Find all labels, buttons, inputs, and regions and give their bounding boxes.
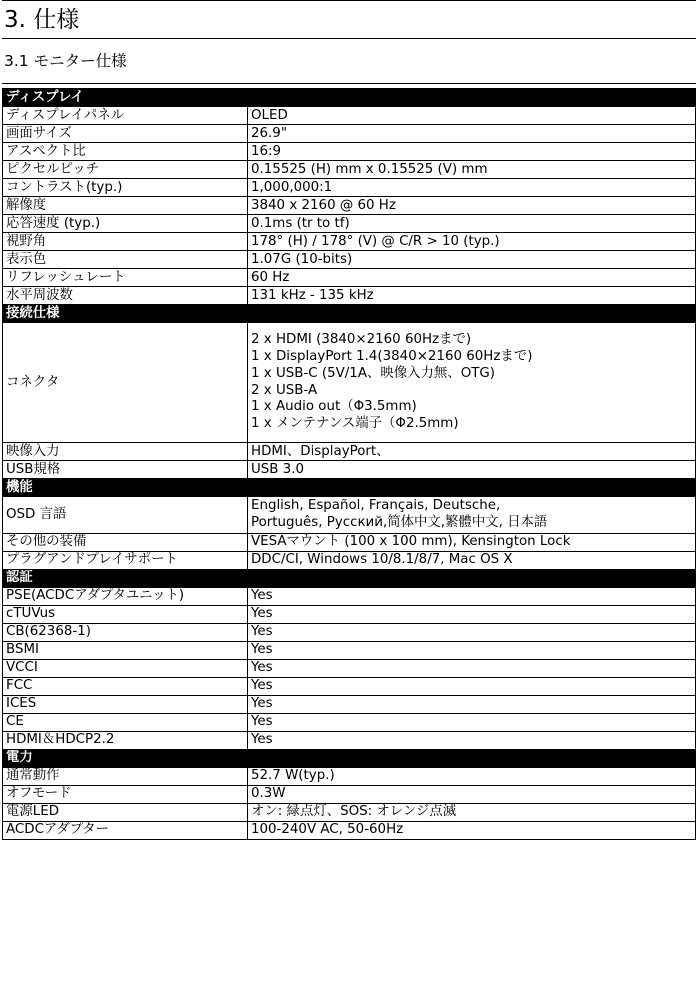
spec-value <box>248 605 696 623</box>
spec-label: 水平周波数 <box>3 287 248 305</box>
spec-row <box>3 125 696 143</box>
spec-row <box>3 677 696 695</box>
spec-label: VCCI <box>3 659 248 677</box>
spec-value <box>248 179 696 197</box>
spec-value-line: Yes <box>251 642 273 658</box>
spec-value-line: Yes <box>251 732 273 748</box>
spec-row <box>3 731 696 749</box>
spec-value <box>248 251 696 269</box>
section-subtitle: 3.1 モニター仕様 <box>2 40 696 84</box>
spec-label: 視野角 <box>3 233 248 251</box>
spec-value-line: オン: 緑点灯、SOS: オレンジ点滅 <box>251 804 457 820</box>
spec-label: ディスプレイパネル <box>3 107 248 125</box>
spec-value-line: 16:9 <box>251 143 282 159</box>
spec-row <box>3 803 696 821</box>
section-header-blank <box>248 569 696 587</box>
spec-label: HDMI＆HDCP2.2 <box>3 731 248 749</box>
spec-value-line: 1 x メンテナンス端子（Φ2.5mm) <box>251 416 459 432</box>
spec-value <box>248 659 696 677</box>
spec-label: USB規格 <box>3 461 248 479</box>
spec-value <box>248 731 696 749</box>
spec-row <box>3 641 696 659</box>
section-header-row <box>3 749 696 767</box>
spec-value <box>248 821 696 839</box>
spec-value <box>248 143 696 161</box>
page-title: 3. 仕様 <box>2 0 696 39</box>
spec-row <box>3 713 696 731</box>
spec-row <box>3 269 696 287</box>
spec-value-line: Yes <box>251 714 273 730</box>
spec-value <box>248 269 696 287</box>
spec-value <box>248 767 696 785</box>
spec-row <box>3 533 696 551</box>
spec-value <box>248 497 696 534</box>
section-header-blank <box>248 479 696 497</box>
section-title: 認証 <box>3 569 248 587</box>
spec-value-line: Yes <box>251 624 273 640</box>
spec-value-line: Yes <box>251 606 273 622</box>
spec-value-line: 131 kHz - 135 kHz <box>251 287 374 303</box>
spec-value <box>248 641 696 659</box>
spec-value-line: 0.1ms (tr to tf) <box>251 215 350 231</box>
section-header-blank <box>248 305 696 323</box>
spec-value <box>248 443 696 461</box>
spec-value <box>248 125 696 143</box>
spec-row <box>3 461 696 479</box>
spec-value-line: 1.07G (10-bits) <box>251 251 353 267</box>
spec-value <box>248 287 696 305</box>
spec-value-line: Yes <box>251 588 273 604</box>
spec-value-line: 3840 x 2160 @ 60 Hz <box>251 197 396 213</box>
spec-value-line: VESAマウント (100 x 100 mm), Kensington Lock <box>251 534 571 550</box>
spec-row <box>3 107 696 125</box>
spec-value-line: OLED <box>251 107 288 123</box>
spec-value-line: 0.3W <box>251 786 286 802</box>
spec-value-line: 60 Hz <box>251 269 290 285</box>
spec-row <box>3 551 696 569</box>
spec-value-line: 0.15525 (H) mm x 0.15525 (V) mm <box>251 161 488 177</box>
spec-row <box>3 323 696 443</box>
spec-label: FCC <box>3 677 248 695</box>
spec-value <box>248 677 696 695</box>
spec-label: オフモード <box>3 785 248 803</box>
spec-row <box>3 143 696 161</box>
section-header-blank <box>248 749 696 767</box>
spec-label: ACDCアダプター <box>3 821 248 839</box>
spec-label: BSMI <box>3 641 248 659</box>
spec-value <box>248 803 696 821</box>
spec-row <box>3 587 696 605</box>
spec-row <box>3 215 696 233</box>
spec-value-line: 1 x Audio out（Φ3.5mm) <box>251 399 417 415</box>
section-title: 接続仕様 <box>3 305 248 323</box>
spec-value <box>248 695 696 713</box>
spec-value <box>248 551 696 569</box>
section-title: 機能 <box>3 479 248 497</box>
spec-value-line: Yes <box>251 696 273 712</box>
spec-label: 解像度 <box>3 197 248 215</box>
spec-row <box>3 287 696 305</box>
spec-value <box>248 587 696 605</box>
spec-table <box>2 88 696 840</box>
spec-row <box>3 767 696 785</box>
spec-value-line: Yes <box>251 678 273 694</box>
spec-row <box>3 197 696 215</box>
spec-row <box>3 623 696 641</box>
spec-row <box>3 233 696 251</box>
spec-label: プラグアンドプレイサポート <box>3 551 248 569</box>
spec-value-line: DDC/CI, Windows 10/8.1/8/7, Mac OS X <box>251 552 513 568</box>
spec-value <box>248 107 696 125</box>
spec-label: CE <box>3 713 248 731</box>
section-header-row <box>3 479 696 497</box>
spec-label: アスペクト比 <box>3 143 248 161</box>
spec-label: ICES <box>3 695 248 713</box>
spec-value-line: USB 3.0 <box>251 461 305 477</box>
spec-value-line: 1 x DisplayPort 1.4(3840×2160 60Hzまで) <box>251 348 533 364</box>
spec-value-line: 1 x USB-C (5V/1A、映像入力無、OTG) <box>251 365 496 381</box>
spec-row <box>3 605 696 623</box>
spec-value-line: Português, Русский,简体中文,繁體中文, 日本語 <box>251 514 548 530</box>
spec-label: OSD 言語 <box>3 497 248 534</box>
spec-label: コントラスト(typ.) <box>3 179 248 197</box>
spec-label: 画面サイズ <box>3 125 248 143</box>
spec-value <box>248 785 696 803</box>
spec-table-body <box>3 89 696 840</box>
spec-value-line: 26.9" <box>251 125 287 141</box>
spec-value-line: 2 x HDMI (3840×2160 60Hzまで) <box>251 332 472 348</box>
spec-row <box>3 179 696 197</box>
spec-label: その他の装備 <box>3 533 248 551</box>
spec-value <box>248 161 696 179</box>
spec-value <box>248 197 696 215</box>
section-header-row <box>3 569 696 587</box>
spec-value-line: 178° (H) / 178° (V) @ C/R > 10 (typ.) <box>251 233 500 249</box>
spec-value <box>248 461 696 479</box>
spec-value-line: 1,000,000:1 <box>251 179 333 195</box>
spec-label: 通常動作 <box>3 767 248 785</box>
spec-row <box>3 785 696 803</box>
spec-label: 電源LED <box>3 803 248 821</box>
spec-row <box>3 161 696 179</box>
spec-value <box>248 215 696 233</box>
spec-label: PSE(ACDCアダプタユニット) <box>3 587 248 605</box>
spec-label: 表示色 <box>3 251 248 269</box>
spec-value-line: HDMI、DisplayPort、 <box>251 443 390 459</box>
section-header-row <box>3 305 696 323</box>
spec-label: 映像入力 <box>3 443 248 461</box>
spec-value <box>248 323 696 443</box>
spec-value-line: Yes <box>251 660 273 676</box>
spec-value <box>248 713 696 731</box>
spec-row <box>3 695 696 713</box>
spec-label: cTUVus <box>3 605 248 623</box>
spec-value-line: 100-240V AC, 50-60Hz <box>251 822 404 838</box>
spec-label: 応答速度 (typ.) <box>3 215 248 233</box>
spec-label: ピクセルピッチ <box>3 161 248 179</box>
section-header-row <box>3 89 696 107</box>
spec-label: コネクタ <box>3 323 248 443</box>
section-title: 電力 <box>3 749 248 767</box>
section-header-blank <box>248 89 696 107</box>
spec-row <box>3 497 696 534</box>
spec-label: リフレッシュレート <box>3 269 248 287</box>
spec-row <box>3 443 696 461</box>
spec-value <box>248 533 696 551</box>
spec-row <box>3 251 696 269</box>
spec-row <box>3 821 696 839</box>
spec-label: CB(62368-1) <box>3 623 248 641</box>
section-title: ディスプレイ <box>3 89 248 107</box>
spec-value <box>248 623 696 641</box>
spec-row <box>3 659 696 677</box>
spec-value <box>248 233 696 251</box>
spec-value-line: English, Español, Français, Deutsche, <box>251 498 501 513</box>
spec-value-line: 52.7 W(typ.) <box>251 768 335 784</box>
spec-value-line: 2 x USB-A <box>251 382 318 398</box>
